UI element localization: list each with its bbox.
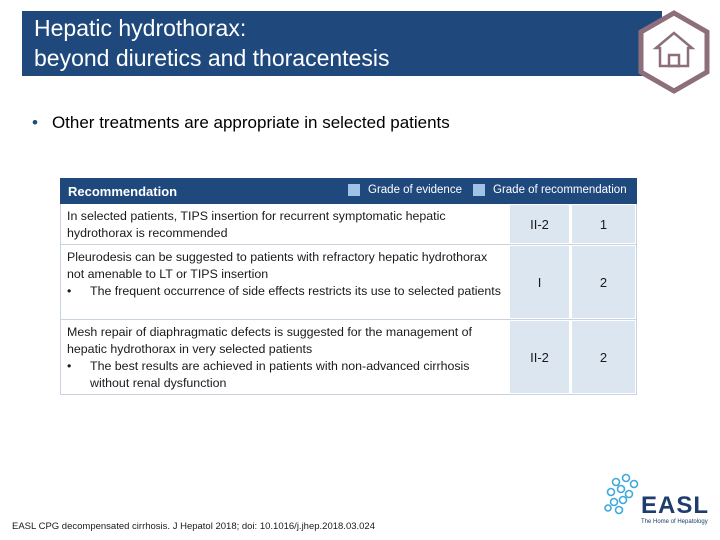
- logo-tagline: The Home of Hepatology: [641, 519, 708, 525]
- grade-of-evidence: II-2: [510, 321, 569, 393]
- home-button[interactable]: [636, 10, 712, 94]
- home-icon: [636, 10, 712, 94]
- row-recommendation-text: Pleurodesis can be suggested to patients with refractory hepatic hydrothorax not amenable to LT or TIPS insertion: [67, 250, 488, 281]
- legend-evidence-label: Grade of evidence: [368, 184, 462, 196]
- row-text: [67, 208, 507, 242]
- row-text: [67, 249, 507, 300]
- bullet-point: [32, 113, 450, 133]
- row-sub-bullet: [67, 358, 507, 392]
- legend-recommendation: [473, 184, 627, 196]
- slide-title: Hepatic hydrothorax: beyond diuretics and thoracentesis: [34, 15, 390, 71]
- row-recommendation-text: In selected patients, TIPS insertion for recurrent symptomatic hepatic hydrothorax is recommended: [67, 209, 446, 240]
- legend-recommendation-label: Grade of recommendation: [493, 184, 627, 196]
- table-row: [60, 320, 637, 395]
- table-row: [60, 204, 637, 245]
- sub-bullet-marker: •: [67, 359, 72, 373]
- bullet-marker: •: [32, 113, 38, 132]
- grade-of-recommendation: 2: [572, 321, 635, 393]
- table-row: [60, 245, 637, 320]
- table-header: [60, 178, 637, 204]
- legend-evidence: [348, 184, 462, 196]
- bullet-text: Other treatments are appropriate in selected patients: [51, 113, 450, 132]
- legend-swatch: [348, 184, 360, 196]
- grade-of-evidence: I: [510, 246, 569, 318]
- legend-swatch: [473, 184, 485, 196]
- row-text: [67, 324, 507, 392]
- grade-of-evidence: II-2: [510, 205, 569, 243]
- sub-bullet-text: The best results are achieved in patients with non-advanced cirrhosis without renal dysfunction: [90, 359, 470, 390]
- header-recommendation: Recommendation: [68, 184, 178, 199]
- sub-bullet-text: The frequent occurrence of side effects restricts its use to selected patients: [90, 284, 501, 298]
- recommendation-table: [60, 178, 637, 395]
- citation-footer: EASL CPG decompensated cirrhosis. J Hepatol 2018; doi: 10.1016/j.jhep.2018.03.024: [12, 521, 375, 532]
- row-sub-bullet: [67, 283, 507, 300]
- grade-of-recommendation: 1: [572, 205, 635, 243]
- row-recommendation-text: Mesh repair of diaphragmatic defects is suggested for the management of hepatic hydrothorax in very selected patients: [67, 325, 472, 356]
- sub-bullet-marker: •: [67, 284, 72, 298]
- logo-wordmark: EASL: [641, 492, 710, 519]
- grade-of-recommendation: 2: [572, 246, 635, 318]
